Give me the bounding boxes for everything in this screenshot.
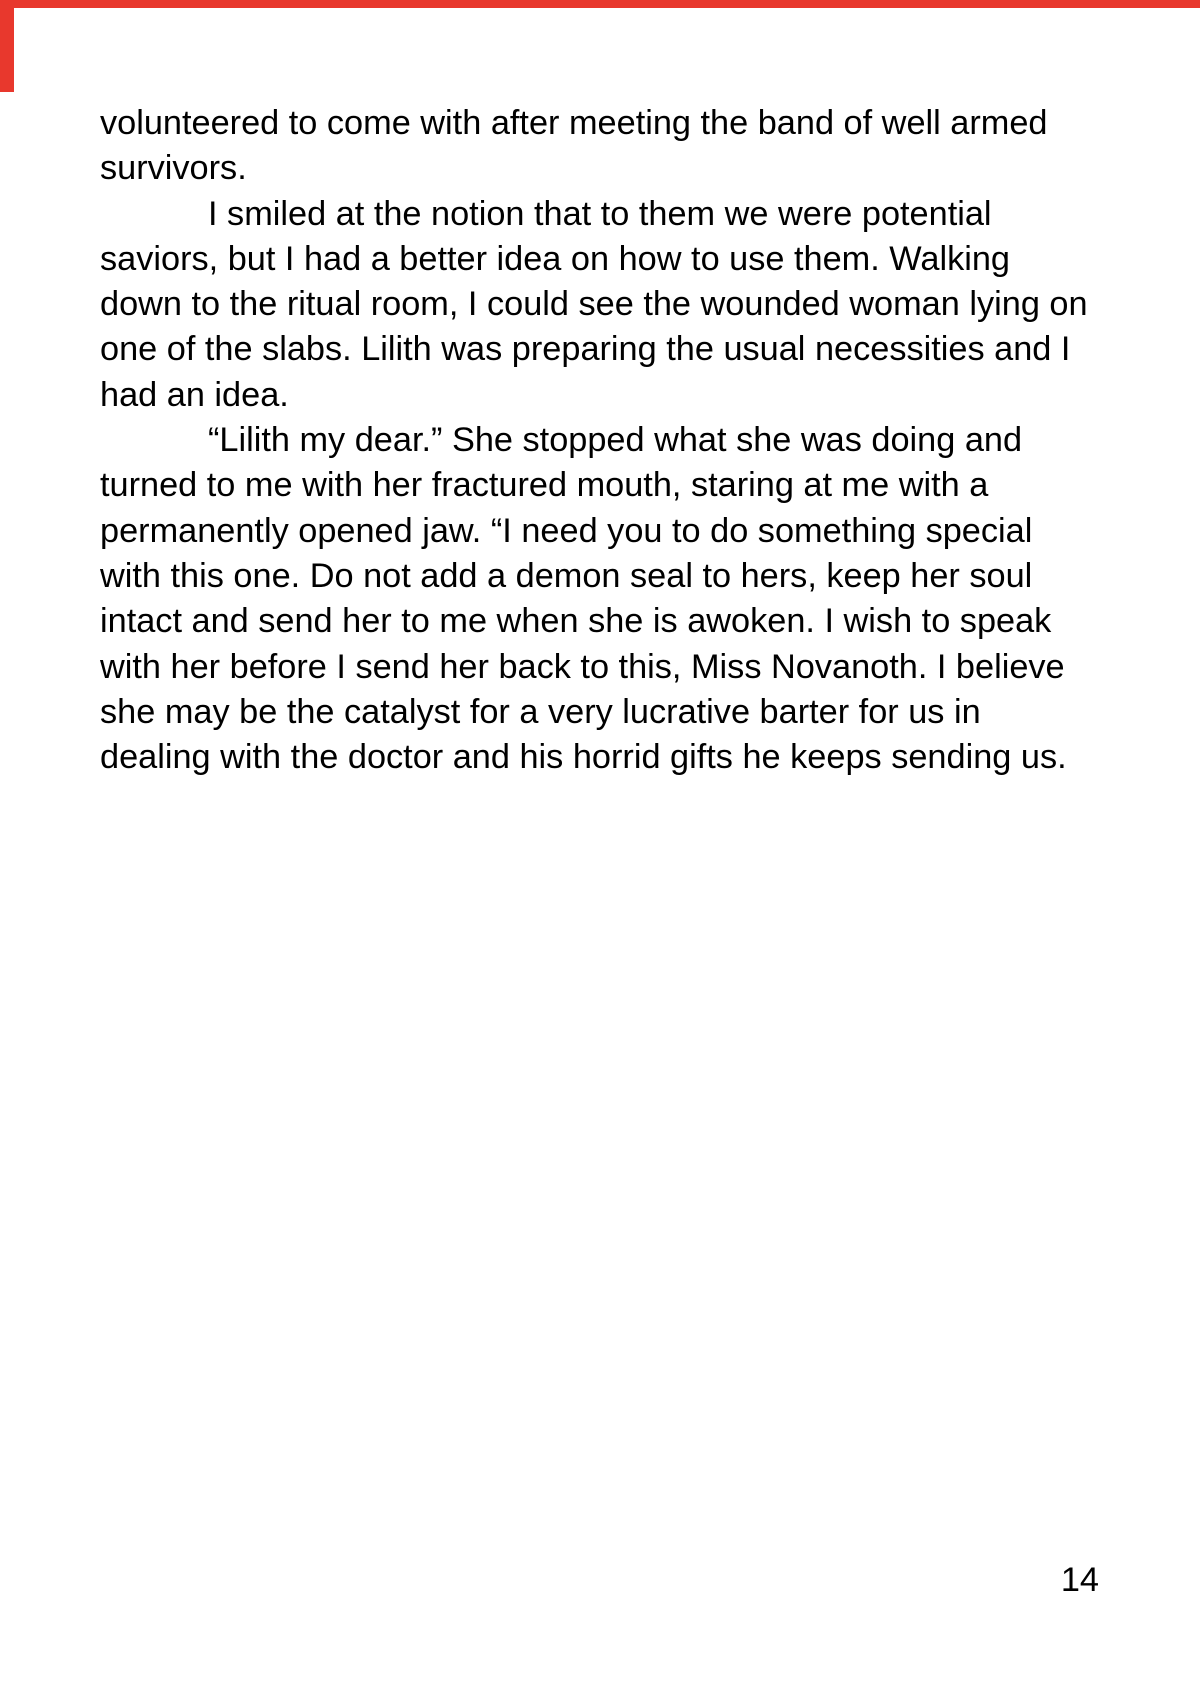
text-line: volunteered to come with after meeting the band of well armed (100, 104, 1048, 142)
text-line: she may be the catalyst for a very lucrative barter for us in (100, 692, 981, 731)
text-line: saviors, but I had a better idea on how to use them. Walking (100, 239, 1011, 278)
text-line: intact and send her to me when she is awoken. I wish to speak (100, 602, 1052, 641)
text-line: dealing with the doctor and his horrid gifts he keeps sending us. (100, 738, 1067, 777)
text-line: I smiled at the notion that to them we were potential (208, 194, 992, 233)
red-edge-mark-left (0, 0, 14, 92)
body-text (100, 101, 1120, 780)
text-line: “Lilith my dear.” She stopped what she was doing and (208, 421, 1023, 460)
text-line: had an idea. (100, 375, 289, 414)
text-line: turned to me with her fractured mouth, staring at me with a (100, 466, 989, 505)
page-number: 14 (1060, 1561, 1099, 1599)
text-line: one of the slabs. Lilith was preparing the usual necessities and I (100, 330, 1071, 369)
red-edge-mark-top (0, 0, 1200, 8)
text-line: survivors. (100, 149, 247, 188)
text-line: with her before I send her back to this, Miss Novanoth. I believe (100, 647, 1065, 686)
text-line: with this one. Do not add a demon seal to hers, keep her soul (100, 556, 1033, 595)
text-line: down to the ritual room, I could see the wounded woman lying on (100, 285, 1088, 324)
text-line: permanently opened jaw. “I need you to do something special (100, 511, 1033, 550)
